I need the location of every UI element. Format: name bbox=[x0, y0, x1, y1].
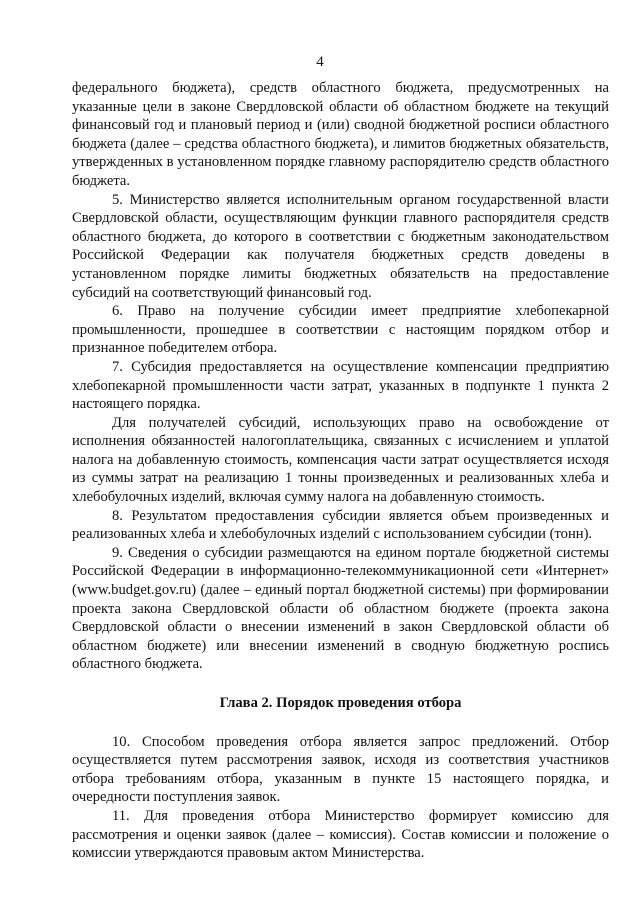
document-body bbox=[72, 79, 609, 863]
paragraph-item-7-note: Для получателей субсидий, использующих право на освобождение от исполнения обязанностей налогоплательщика, связанных с исчислением и уплатой налога на добавленную стоимость, компенсация части затрат осуществляется исходя из суммы затрат на реализацию 1 тонны произведенных и реализованных хлеба и хлебобулочных изделий, включая сумму налога на добавленную стоимость. bbox=[72, 414, 609, 506]
paragraph-item-8: 8. Результатом предоставления субсидии является объем произведенных и реализованных хлеба и хлебобулочных изделий с использованием субсидии (тонн). bbox=[72, 507, 609, 543]
paragraph-item-11: 11. Для проведения отбора Министерство формирует комиссию для рассмотрения и оценки заявок (далее – комиссия). Состав комиссии и положение о комиссии утверждаются правовым актом Министерства. bbox=[72, 807, 609, 862]
paragraph-item-9: 9. Сведения о субсидии размещаются на едином портале бюджетной системы Российской Федерации в информационно-телекоммуникационной сети «Интернет» (www.budget.gov.ru) (далее – единый портал бюджетной системы) при формировании проекта закона Свердловской области об областном бюджете (проекта закона Свердловской области о внесении изменений в закон Свердловской области об областном бюджете) или внесении изменений в сводную бюджетную роспись областного бюджета. bbox=[72, 544, 609, 673]
page-number: 4 bbox=[316, 54, 324, 70]
paragraph-item-5: 5. Министерство является исполнительным органом государственной власти Свердловской области, осуществляющим функции главного распорядителя средств областного бюджета, до которого в соответствии с бюджетным законодательством Российской Федерации как получателя бюджетных средств доведены в установленном порядке лимиты бюджетных обязательств на предоставление субсидий на соответствующий финансовый год. bbox=[72, 191, 609, 301]
paragraph-continuation: федерального бюджета), средств областного бюджета, предусмотренных на указанные цели в законе Свердловской области об областном бюджете на текущий финансовый год и плановый период и (или) сводной бюджетной росписи областного бюджета (далее – средства областного бюджета), и лимитов бюджетных обязательств, утвержденных в установленном порядке главному распорядителю средств областного бюджета. bbox=[72, 80, 609, 189]
paragraph-item-7: 7. Субсидия предоставляется на осуществление компенсации предприятию хлебопекарной промышленности части затрат, указанных в подпункте 1 пункта 2 настоящего порядка. bbox=[72, 358, 609, 413]
paragraph-item-6: 6. Право на получение субсидии имеет предприятие хлебопекарной промышленности, прошедшее в соответствии с настоящим порядком отбор и признанное победителем отбора. bbox=[72, 303, 609, 357]
paragraph-item-10: 10. Способом проведения отбора является запрос предложений. Отбор осуществляется путем рассмотрения заявок, исходя из соответствия участников отбора требованиям отбора, указанным в пункте 15 настоящего порядка, и очередности поступления заявок. bbox=[72, 733, 609, 806]
chapter-heading: Глава 2. Порядок проведения отбора bbox=[219, 695, 462, 711]
